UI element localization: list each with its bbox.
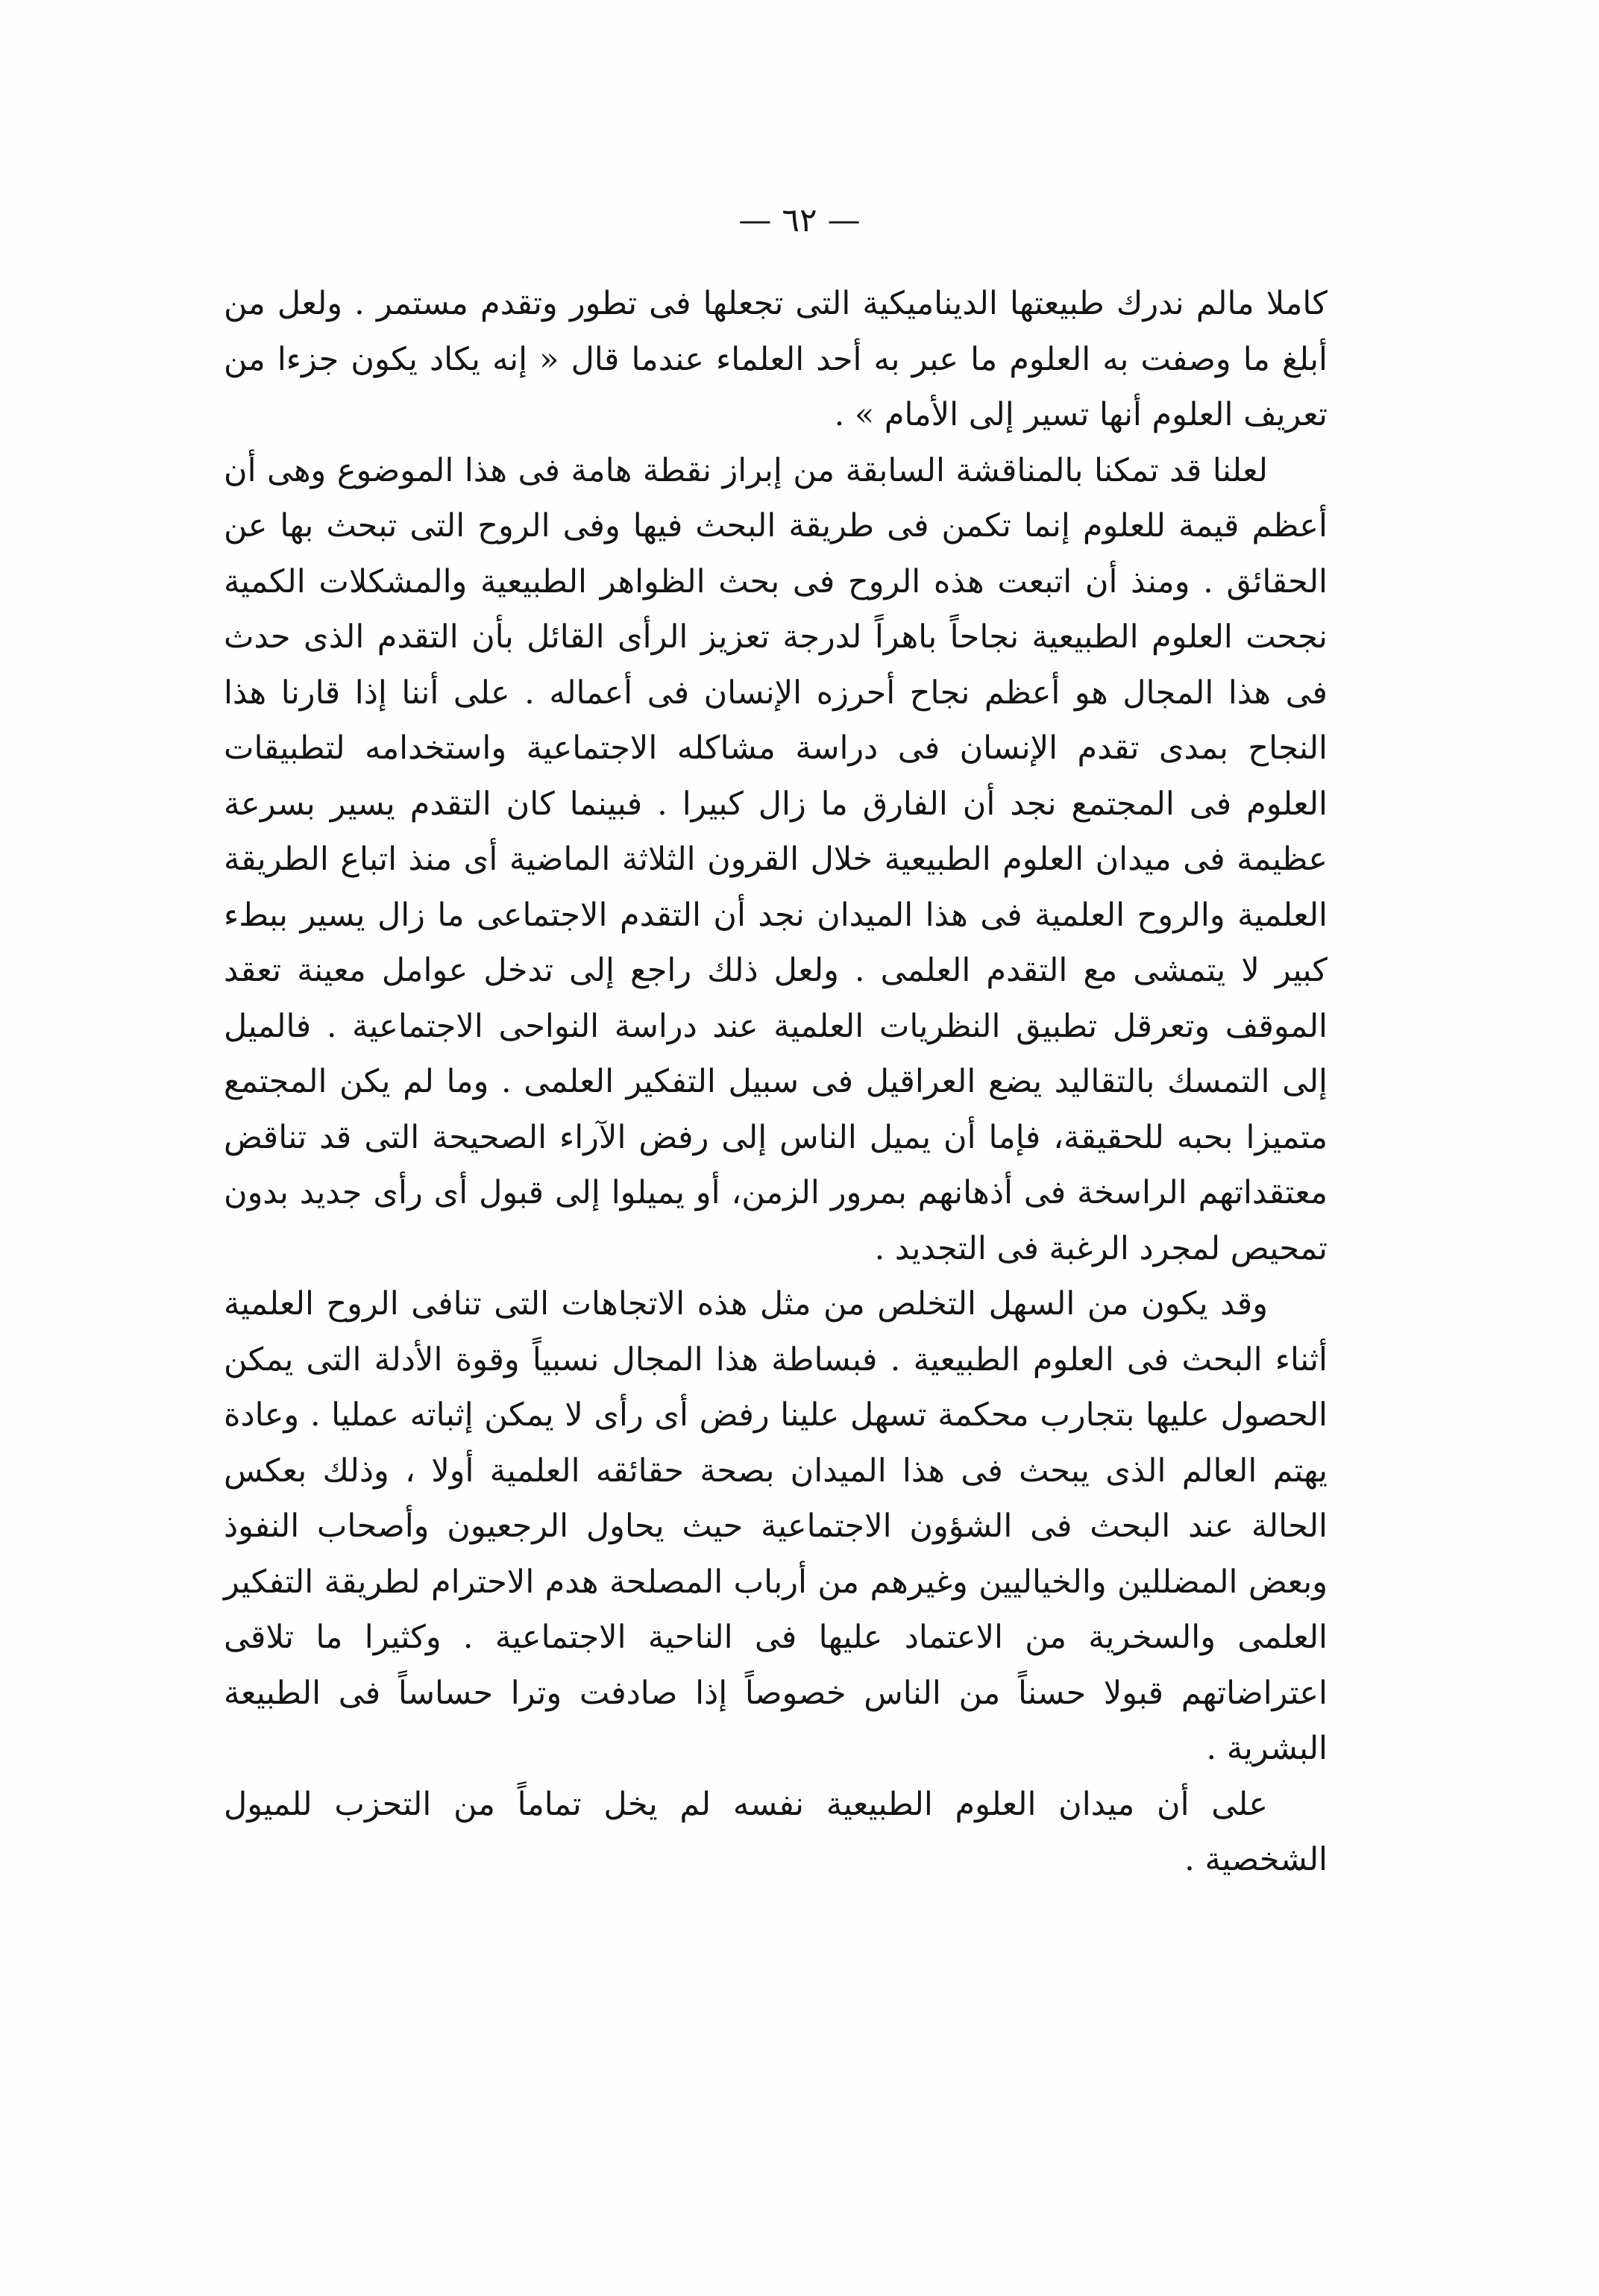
paragraph-2: لعلنا قد تمكنا بالمناقشة السابقة من إبراز نقطة هامة فى هذا الموضوع وهى أن أعظم قيمة للعلوم إنما تكمن فى طريقة البحث فيها وفى الروح التى تبحث بها عن الحقائق . ومنذ أن اتبعت هذه الروح فى بحث الظواهر الطبيعية والمشكلات الكمية نجحت العلوم الطبيعية نجاحاً باهراً لدرجة تعزيز الرأى القائل بأن التقدم الذى حدث فى هذا المجال هو أعظم نجاح أحرزه الإنسان فى أعماله . على أننا إذا قارنا هذا النجاح بمدى تقدم الإنسان فى دراسة مشاكله الاجتماعية واستخدامه لتطبيقات العلوم فى المجتمع نجد أن الفارق ما زال كبيرا . فبينما كان التقدم يسير بسرعة عظيمة فى ميدان العلوم الطبيعية خلال القرون الثلاثة الماضية أى منذ اتباع الطريقة العلمية والروح العلمية فى هذا الميدان نجد أن التقدم الاجتماعى ما زال يسير ببطء كبير لا يتمشى مع التقدم العلمى . ولعل ذلك راجع إلى تدخل عوامل معينة تعقد الموقف وتعرقل تطبيق النظريات العلمية عند دراسة النواحى الاجتماعية . فالميل إلى التمسك بالتقاليد يضع العراقيل فى سبيل التفكير العلمى . وما لم يكن المجتمع متميزا بحبه للحقيقة، فإما أن يميل الناس إلى رفض الآراء الصحيحة التى قد تناقض معتقداتهم الراسخة فى أذهانهم بمرور الزمن، أو يميلوا إلى قبول أى رأى جديد بدون تمحيص لمجرد الرغبة فى التجديد . — [224, 451, 1328, 1267]
page-number: — ٦٢ — — [738, 201, 861, 239]
paragraph-4: على أن ميدان العلوم الطبيعية نفسه لم يخل تماماً من التحزب للميول الشخصية . — [224, 1785, 1328, 1878]
paragraph-3: وقد يكون من السهل التخلص من مثل هذه الاتجاهات التى تنافى الروح العلمية أثناء البحث فى العلوم الطبيعية . فبساطة هذا المجال نسبياً وقوة الأدلة التى يمكن الحصول عليها بتجارب محكمة تسهل علينا رفض أى رأى لا يمكن إثباته عمليا . وعادة يهتم العالم الذى يبحث فى هذا الميدان بصحة حقائقه العلمية أولا ، وذلك بعكس الحالة عند البحث فى الشؤون الاجتماعية حيث يحاول الرجعيون وأصحاب النفوذ وبعض المضللين والخياليين وغيرهم من أرباب المصلحة هدم الاحترام لطريقة التفكير العلمى والسخرية من الاعتماد عليها فى الناحية الاجتماعية . وكثيرا ما تلاقى اعتراضاتهم قبولا حسناً من الناس خصوصاً إذا صادفت وترا حساساً فى الطبيعة البشرية . — [224, 1285, 1328, 1767]
body-text — [224, 276, 1328, 1888]
paragraph-1: كاملا مالم ندرك طبيعتها الديناميكية التى تجعلها فى تطور وتقدم مستمر . ولعل من أبلغ ما وصفت به العلوم ما عبر به أحد العلماء عندما قال « إنه يكاد يكون جزءا من تعريف العلوم أنها تسير إلى الأمام » . — [224, 285, 1328, 433]
